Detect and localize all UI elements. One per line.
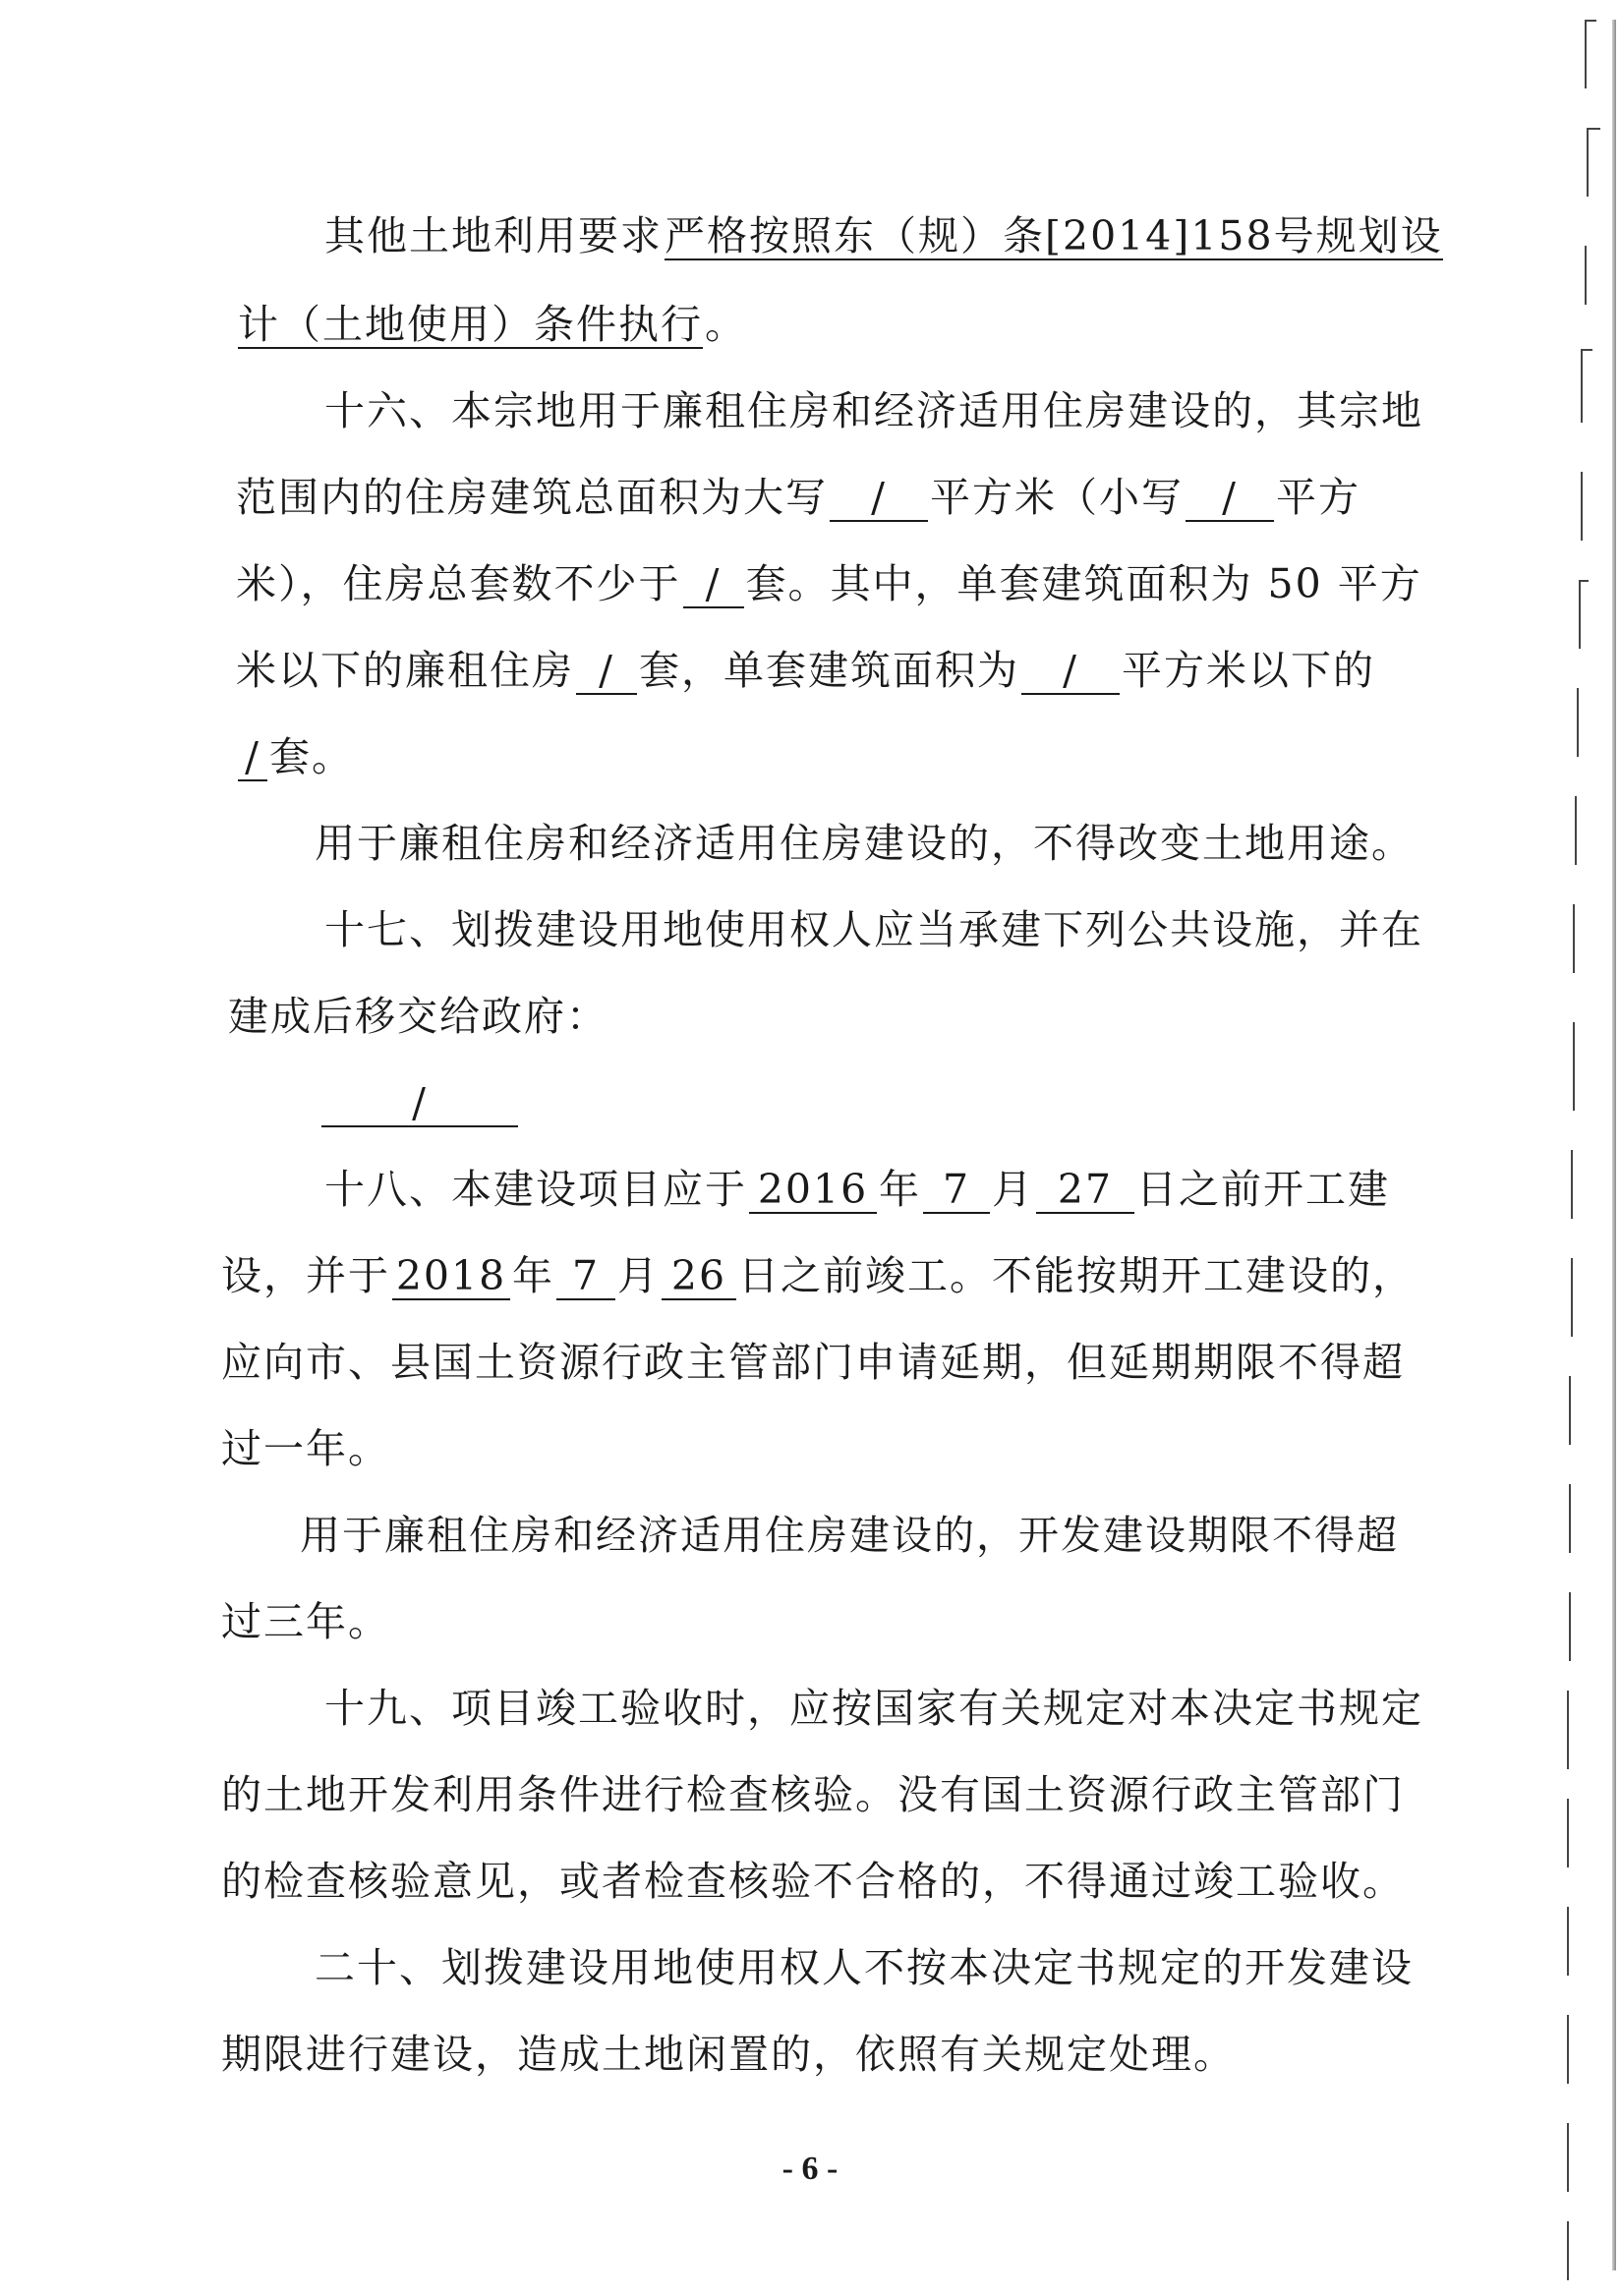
page-number: - 6 - (781, 2151, 839, 2187)
filled-blank: 7 (923, 1167, 990, 1214)
text-segment: 十八、本建设项目应于 (324, 1166, 747, 1213)
filled-blank: / (1021, 648, 1120, 695)
text-segment: 建成后移交给政府： (228, 993, 608, 1040)
text-segment: 年 (879, 1166, 921, 1213)
text-segment: 日之前竣工。不能按期开工建设的， (738, 1252, 1415, 1299)
text-line (0, 631, 1620, 710)
text-line (0, 1669, 1620, 1748)
text-line (0, 197, 1620, 275)
text-segment: 套，单套建筑面积为 (639, 647, 1019, 694)
text-segment: 过一年。 (221, 1425, 390, 1472)
text-segment: 套。 (269, 733, 354, 780)
text-line (0, 890, 1620, 969)
text-segment: 的土地开发利用条件进行检查核验。没有国土资源行政主管部门 (221, 1771, 1405, 1818)
text-segment: 平方米以下的 (1122, 647, 1375, 694)
filled-blank: 2018 (392, 1253, 510, 1300)
text-line (0, 718, 1620, 796)
filled-blank: / (321, 1080, 518, 1127)
filled-blank: / (1186, 475, 1274, 522)
text-segment: 二十、划拨建设用地使用权人不按本决定书规定的开发建设 (315, 1944, 1414, 1991)
text-segment: 十六、本宗地用于廉租住房和经济适用住房建设的，其宗地 (324, 387, 1423, 434)
filled-blank: 27 (1036, 1167, 1134, 1214)
text-line (0, 1409, 1620, 1488)
text-segment: 十七、划拨建设用地使用权人应当承建下列公共设施，并在 (324, 906, 1423, 953)
text-line (0, 2015, 1620, 2094)
text-line (0, 1063, 1620, 1142)
text-line (0, 977, 1620, 1056)
filled-blank: 7 (556, 1253, 615, 1300)
text-line (0, 1755, 1620, 1834)
text-line (0, 285, 1620, 364)
filled-blank: / (576, 648, 637, 695)
text-line (0, 1236, 1620, 1315)
text-segment: 年 (512, 1252, 554, 1299)
text-segment: 平方米（小写 (930, 474, 1184, 521)
text-segment: 平方 (1276, 474, 1360, 521)
filled-blank: / (830, 475, 928, 522)
text-line (0, 1150, 1620, 1229)
text-line (0, 1842, 1620, 1921)
text-line (0, 1323, 1620, 1402)
text-segment: 。 (705, 301, 747, 348)
text-segment: 米以下的廉租住房 (236, 647, 574, 694)
text-segment: 月 (617, 1252, 660, 1299)
text-segment: 过三年。 (221, 1598, 390, 1645)
text-segment: 其他土地利用要求 (324, 212, 663, 259)
filled-blank: 26 (662, 1253, 736, 1300)
text-segment: 范围内的住房建筑总面积为大写 (236, 474, 828, 521)
filled-blank: 2016 (749, 1167, 877, 1214)
filled-blank: 计（土地使用）条件执行 (238, 301, 703, 348)
filled-blank: / (683, 561, 744, 608)
filled-blank: / (238, 734, 267, 781)
text-segment: 日之前开工建 (1136, 1166, 1390, 1213)
text-line (0, 1496, 1620, 1575)
text-segment: 十九、项目竣工验收时，应按国家有关规定对本决定书规定 (324, 1685, 1423, 1732)
text-line (0, 372, 1620, 450)
text-segment: 应向市、县国土资源行政主管部门申请延期，但延期期限不得超 (221, 1339, 1405, 1386)
text-segment: 月 (992, 1166, 1034, 1213)
text-line (0, 458, 1620, 537)
text-segment: 套。其中，单套建筑面积为 50 平方 (745, 560, 1422, 607)
text-segment: 用于廉租住房和经济适用住房建设的，开发建设期限不得超 (300, 1512, 1399, 1559)
text-line (0, 545, 1620, 623)
text-segment: 期限进行建设，造成土地闲置的，依照有关规定处理。 (221, 2031, 1236, 2078)
text-segment: 设，并于 (221, 1252, 390, 1299)
text-segment: 用于廉租住房和经济适用住房建设的，不得改变土地用途。 (315, 820, 1414, 867)
text-segment: 的检查核验意见，或者检查核验不合格的，不得通过竣工验收。 (221, 1858, 1405, 1905)
text-line (0, 1582, 1620, 1661)
filled-blank: 严格按照东（规）条[2014]158号规划设 (665, 212, 1443, 259)
text-segment: 米），住房总套数不少于 (236, 560, 681, 607)
text-line (0, 1928, 1620, 2007)
binding-edge-marks (1522, 0, 1620, 2296)
text-line (0, 804, 1620, 883)
